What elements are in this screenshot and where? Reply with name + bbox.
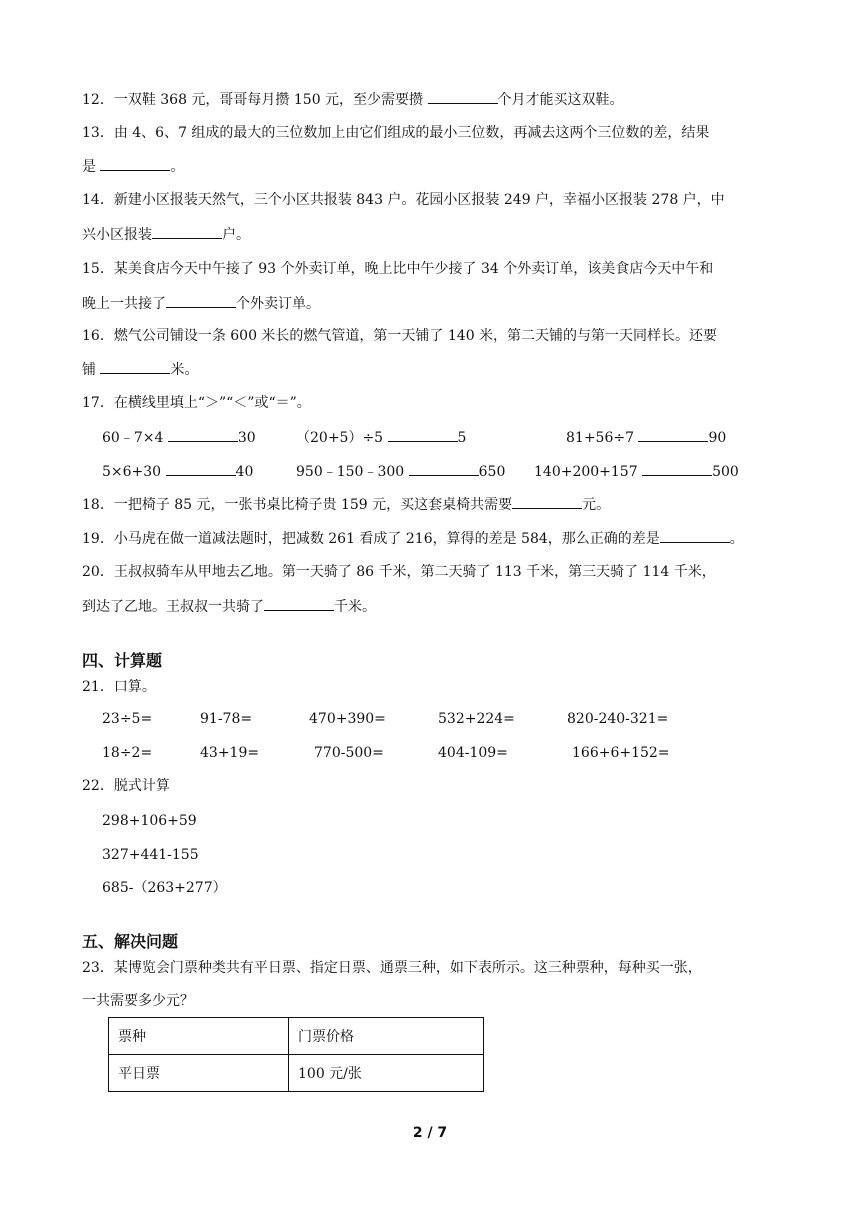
table-row	[109, 1055, 484, 1092]
question-21-title: 21．口算。	[82, 679, 156, 695]
comparison-item: 950﹣150﹣300 650	[296, 461, 505, 482]
comparison-item: 60﹣7×4 30	[102, 427, 256, 448]
table-cell: 平日票	[109, 1055, 289, 1092]
answer-blank[interactable]	[638, 427, 708, 442]
oral-calc-item: 43+19=	[200, 745, 260, 761]
oral-calc-item: 532+224=	[438, 711, 515, 727]
comparison-item: 5×6+30 40	[102, 461, 253, 482]
oral-calc-item: 470+390=	[309, 711, 386, 727]
oral-calc-item: 404-109=	[438, 745, 508, 761]
oral-calc-item: 23÷5=	[102, 711, 153, 727]
oral-calc-item: 820-240-321=	[567, 711, 669, 727]
question-22-title: 22．脱式计算	[82, 778, 170, 794]
question-20-cont: 到达了乙地。王叔叔一共骑了 千米。	[82, 596, 376, 617]
table-header-row	[109, 1018, 484, 1055]
question-15-cont: 晚上一共接了 个外卖订单。	[82, 293, 320, 314]
answer-blank[interactable]	[166, 461, 236, 476]
comparison-item: （20+5）÷5 5	[296, 427, 466, 448]
question-15: 15．某美食店今天中午接了 93 个外卖订单，晚上比中午少接了 34 个外卖订单，该美食店今天中午和	[82, 261, 714, 277]
answer-blank[interactable]	[388, 427, 458, 442]
answer-blank[interactable]	[100, 359, 170, 374]
section-heading-calculation: 四、计算题	[82, 651, 163, 670]
question-16: 16．燃气公司铺设一条 600 米长的燃气管道，第一天铺了 140 米，第二天铺的与第一天同样长。还要	[82, 328, 718, 344]
comparison-item: 140+200+157 500	[534, 461, 739, 482]
step-calc-item: 298+106+59	[102, 813, 197, 829]
answer-blank[interactable]	[512, 494, 582, 509]
answer-blank[interactable]	[100, 156, 170, 171]
question-18: 18．一把椅子 85 元，一张书桌比椅子贵 159 元，买这套桌椅共需要 元。	[82, 494, 610, 515]
page-number: 2 / 7	[412, 1125, 448, 1141]
answer-blank[interactable]	[428, 89, 498, 104]
oral-calc-item: 166+6+152=	[572, 745, 670, 761]
question-23-cont: 一共需要多少元？	[82, 993, 194, 1009]
answer-blank[interactable]	[152, 224, 222, 239]
oral-calc-item: 770-500=	[314, 745, 384, 761]
question-20: 20．王叔叔骑车从甲地去乙地。第一天骑了 86 千米，第二天骑了 113 千米，第三天骑了 114 千米，	[82, 564, 716, 580]
question-14-cont: 兴小区报装 户。	[82, 224, 250, 245]
question-13: 13．由 4、6、7 组成的最大的三位数加上由它们组成的最小三位数，再减去这两个三位数的差，结果	[82, 125, 710, 141]
step-calc-item: 327+441-155	[102, 847, 199, 863]
answer-blank[interactable]	[409, 461, 479, 476]
oral-calc-item: 18÷2=	[102, 745, 153, 761]
table-header-cell: 票种	[109, 1018, 289, 1055]
question-23: 23．某博览会门票种类共有平日票、指定日票、通票三种，如下表所示。这三种票种，每种买一张，	[82, 960, 702, 976]
question-19: 19．小马虎在做一道减法题时，把减数 261 看成了 216，算得的差是 584，那么正确的差是 。	[82, 528, 744, 549]
step-calc-item: 685-（263+277）	[102, 880, 227, 896]
answer-blank[interactable]	[166, 293, 236, 308]
question-14: 14．新建小区报装天然气，三个小区共报装 843 户。花园小区报装 249 户，幸福小区报装 278 户，中	[82, 192, 725, 208]
question-17-title: 17．在横线里填上“＞”“＜”或“＝”。	[82, 395, 311, 411]
comparison-item: 81+56÷7 90	[566, 427, 726, 448]
question-16-cont: 铺 米。	[82, 359, 198, 380]
answer-blank[interactable]	[660, 528, 730, 543]
section-heading-problem-solving: 五、解决问题	[82, 932, 179, 951]
question-13-cont: 是 。	[82, 156, 184, 177]
table-header-cell: 门票价格	[289, 1018, 484, 1055]
answer-blank[interactable]	[264, 596, 334, 611]
table-cell: 100 元/张	[289, 1055, 484, 1092]
question-12-text: 12．一双鞋 368 元，哥哥每月攒 150 元，至少需要攒	[82, 92, 428, 108]
answer-blank[interactable]	[642, 461, 712, 476]
ticket-price-table	[108, 1017, 484, 1092]
answer-blank[interactable]	[168, 427, 238, 442]
oral-calc-item: 91-78=	[200, 711, 253, 727]
question-12: 12．一双鞋 368 元，哥哥每月攒 150 元，至少需要攒 个月才能买这双鞋。	[82, 89, 624, 110]
